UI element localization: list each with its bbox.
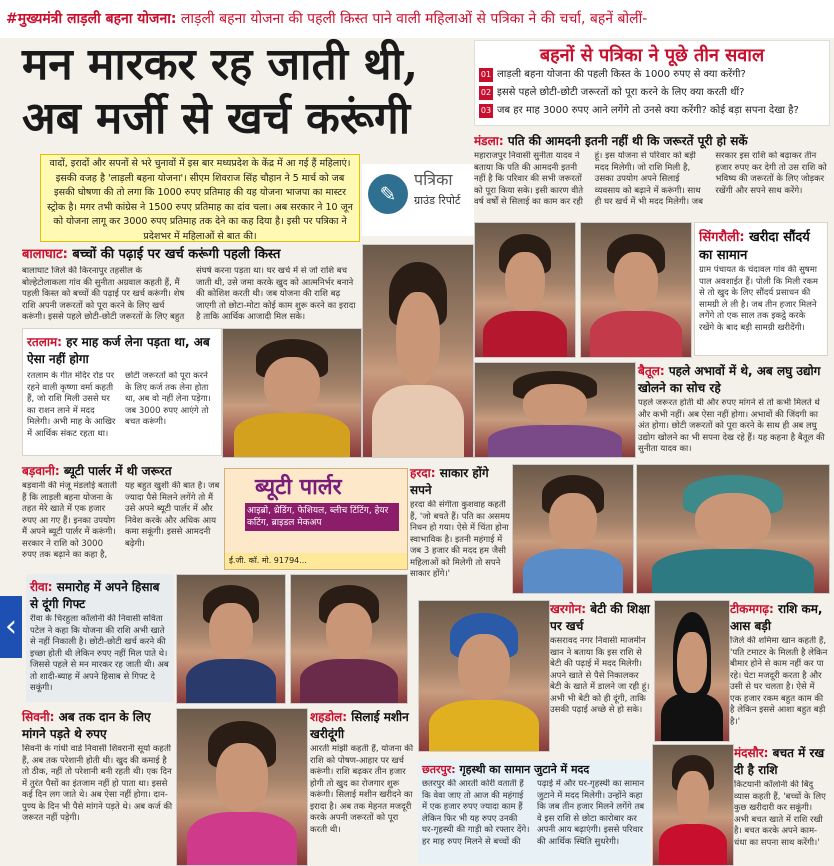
photo-betul (474, 362, 636, 458)
story-body: छतरपुर की आरती कोरी वताती हैं कि वेवा जाए तो आज की महंगाई में एक हजार रुपए ज्यादा काम हैं लेकिन फिर भी यह रुपए उनकी घर-गृहस्थी की गाड़ी को रफ्तार देंगे। हर माह रुपए मिलने से बच्चों की पढ़ाई में और घर-गृहस्थी का सामान जुटाने में मदद मिलेगी। उन्होंने कहा कि जब तीन हजार मिलने लगेंगे तब वे इस राशि से छोटा कारोबार कर अपनी आय बढ़ाएंगी। इससे परिवार की आर्थिक स्थिति सुधरेगी। (422, 779, 645, 847)
photo-ratlam (222, 328, 362, 458)
story-title (310, 708, 414, 742)
photo-seoni (176, 708, 308, 866)
story-location: मंडला: (474, 134, 504, 148)
headline-line2: अब मर्जी से खर्च करूंगी (22, 93, 411, 144)
story-location: मंदसौर: (734, 746, 769, 760)
story-title (474, 132, 828, 149)
story-location: रतलाम: (27, 335, 62, 349)
parlour-footer: ई.जी. कॉ. मो. 91794... (225, 553, 407, 569)
story-title (734, 744, 828, 778)
story-location: खरगोन: (550, 602, 587, 616)
story-balaghat (22, 244, 362, 324)
story-title (418, 760, 650, 779)
photo-khargone (418, 600, 550, 752)
story-khargone (550, 600, 650, 750)
question-number: 01 (479, 68, 493, 82)
photo-tikamgarh (654, 600, 730, 742)
banner-hashtag: #मुख्यमंत्री लाड़ली बहना योजना: (6, 11, 177, 27)
questions-title: बहनों से पत्रिका ने पूछे तीन सवाल (539, 45, 765, 66)
story-title (550, 600, 650, 634)
photo-mandsaur (652, 744, 734, 866)
photo-harda-2 (636, 464, 830, 594)
story-betul (638, 362, 828, 456)
story-headline: बच्चों की पढ़ाई पर खर्च करूंगी पहली किस्त (72, 247, 281, 262)
question-number: 02 (479, 86, 493, 100)
story-headline: गृहस्थी का सामान जुटाने में मदद (459, 763, 590, 776)
story-headline: पहले अभावों में थे, अब लघु उद्योग खोलने का सोच रहे (638, 364, 821, 395)
story-location: रीवा: (30, 580, 53, 594)
story-title (730, 600, 828, 634)
story-singrauli (694, 222, 828, 356)
ground-report-badge (362, 164, 474, 236)
story-location: बैतूल: (638, 364, 665, 378)
story-barwani (22, 462, 222, 568)
story-location: सिंगरौली: (699, 230, 745, 245)
story-mandsaur (734, 744, 828, 864)
story-location: बड़वानी: (22, 464, 60, 478)
photo-beauty-parlour (224, 468, 408, 570)
story-body: पहले जरूरत होती थी और रुपए मांगने से तो कभी मिलते थे और कभी नहीं। अब ऐसा नहीं होगा। अभावों की जिंदगी का अंत होगा। छोटी जरूरतों को पूरा करने के साथ ही अब लघु उद्योग खोलने का भी सपना देख रहे हैं। यह कहना है बैतूल की सुनीता यादव का। (638, 398, 825, 454)
question-text: जब हर माह 3000 रुपए आने लगेंगे तो उनसे क्या करेंगी? कोई बड़ा सपना देखा है? (497, 105, 799, 116)
story-body: बालाघाट जिले की किरनापुर तहसील के बोल्हेटोलाकला गांव की सुनीता अग्रवाल कहती हैं, मैं पहली किस्त को बच्चों की पढ़ाई पर खर्च करूंगी। शेष राशि अपनी जरूरतों को पूरा करने के लिए खर्च करूंगी। इससे पहले छोटी-छोटी जरूरतों के लिए बहुत संघर्ष करना पड़ता था। घर खर्च में से जो राशि बच जाती थी, उसे जमा करके खुद को आत्मनिर्भर बनाने की कोशिश करती थी। जब योजना की राशि बढ़ जाएगी तो छोटा-मोटा कोई काम शुरू करने का इरादा है ताकि आर्थिक आजादी मिल सके। (22, 266, 356, 322)
story-title (638, 362, 828, 396)
headline-line1: मन मारकर रह जाती थी, (22, 39, 419, 90)
story-title (22, 708, 174, 742)
banner-text: लाड़ली बहना योजना की पहली किस्त पाने वाली महिलाओं से पत्रिका ने की चर्चा, बहनें बोलीं- (180, 11, 648, 27)
story-body: ग्राम पंचायत के चंदावल गांव की सुषमा पाल अवशाईत हैं। पोली कि मिली रकम से तो खुद के लिए सौंदर्य प्रसाधन की सामग्री ले ली है। जब तीन हजार मिलने लगेंगे तो एक साल तक इकट्ठे करके रखेंगे के बाद बड़ी सामग्री खरीदेंगी। (699, 265, 819, 333)
story-seoni (22, 708, 174, 864)
story-location: टीकमगढ़: (730, 602, 774, 616)
intro-paragraph: वादों, इरादों और सपनों से भरे चुनावों में इस बार मध्यप्रदेश के केंद्र में आ गई हैं महिलाएं। इसकी वजह है 'लाड़ली बहना योजना'। सीएम शिवराज सिंह चौहान ने 5 मार्च को जब इसकी घोषणा की तो लगा कि 1000 रुपए प्रतिमाह की यह योजना भाजपा का मास्टर स्ट्रोक है। मगर तभी कांग्रेस ने 1500 रुपए प्रतिमाह का दांव चला। अब सरकार ने 10 जून को योजना लागू कर 3000 रुपए प्रतिमाह तक देने का कह दिया है। इसी पर पत्रिका ने प्रदेशभर में महिलाओं से बात की। (40, 154, 360, 242)
story-title (30, 578, 170, 612)
photo-mandla-2 (580, 222, 692, 358)
story-location: हरदा: (410, 466, 436, 480)
report-chart-icon: ✎ (368, 174, 408, 214)
question-item (479, 103, 825, 119)
story-body: किटयानी कॉलोनी की बिंदु व्यास कहती हैं, 'बच्चों के लिए कुछ खरीदारी कर सकूंगी। अभी बचत खाते में राशि रखी है। बचत करके अपने काम-धंधा का सपना साथ करेंगी।' (734, 780, 826, 848)
question-item (479, 67, 825, 83)
story-headline: समारोह में अपने हिसाब से दूंगी गिफ्ट (30, 580, 160, 611)
story-location: बालाघाट: (22, 247, 68, 262)
story-headline: हर माह कर्ज लेना पड़ता था, अब ऐसा नहीं होगा (27, 335, 210, 366)
story-body: हरदा की संगीता कुशवाह कहती हैं, 'जो बचते हैं। पति का असमय निधन हो गया। ऐसे में चिंता होना स्वाभाविक है। इतनी महंगाई में जब 3 हजार की मदद हम जैसी महिलाओं को मिलेगी तो सपने साकार होंगे।' (410, 500, 510, 579)
story-tikamgarh (730, 600, 828, 740)
story-body: बड़वानी की मंजू मंडलोई बताती हैं कि लाड़ली बहना योजना के तहत मेरे खाते में एक हजार रुपए आ गए हैं। इनका उपयोग मैं अपने ब्यूटी पार्लर में करूंगी। सरकार ने राशि को 3000 रुपए तक बढ़ाने का कहा है, यह बहुत खुशी की बात है। जब ज्यादा पैसे मिलने लगेंगे तो मैं उसे अपने ब्यूटी पार्लर में और निवेश करके और अधिक आय कमा सकूंगी। इससे आमदनी बढ़ेगी। (22, 481, 220, 560)
story-mandla (474, 132, 828, 224)
story-body: कसरावद नगर निवासी माजमीन खान ने बताया कि इस राशि से बेटी की पढ़ाई में मदद मिलेगी। अपने खाते से पैसे निकालकर बेटी के खाते में डालने जा रही हूं। अभी भी बेटी को ही दूंगी, ताकि उसकी पढ़ाई अच्छे से हो सके। (550, 636, 650, 715)
parlour-services: आइब्रो, थ्रेडिंग, फेशियल, ब्लीच टिंटिंग, हेयर कटिंग, ब्राइडल मेकअप (245, 503, 399, 531)
story-rewa (26, 574, 174, 702)
photo-balaghat (362, 244, 474, 458)
story-headline: सिलाई मशीन खरीदूंगी (310, 710, 409, 741)
photo-rewa-2 (290, 574, 408, 704)
question-number: 03 (479, 104, 493, 118)
photo-harda (512, 464, 634, 594)
story-ratlam (22, 328, 222, 456)
story-shahdol (310, 708, 414, 864)
story-title (22, 462, 222, 479)
questions-box (474, 40, 830, 126)
photo-mandla-1 (474, 222, 576, 358)
parlour-sign: ब्यूटी पार्लर (255, 475, 342, 500)
prev-arrow-icon[interactable]: ‹ (0, 596, 22, 658)
story-body: जिले की शमिमा खान कहती हैं, 'पति टमाटर के मिलती है लेकिन बीमार होने से काम नहीं कर पा रहे। घेटा मजदूरी करता है और उसी से घर चलता है। ऐसे में एक हजार रकम बहुत काम की है लेकिन इससे आशा बहुत बड़ी है।' (730, 636, 828, 727)
headline (22, 38, 462, 146)
report-label: ग्राउंड रिपोर्ट (414, 194, 461, 207)
story-location: शहडोल: (310, 710, 347, 724)
story-body: सिवनी के गांधी वार्ड निवासी शिवरानी सूर्या कहती हैं, अब तक परेशानी होती थी। खुद की कमाई है तो ठीक, नहीं तो परेशानी बनी रहती थी। एक दिन में तुरंत पैसों का इंतजाम नहीं हो पाता था। इससे कई दिन लग जाते थे। अब ऐसा नहीं होगा। दान-पुण्य के दिन भी पैसे मांगने पड़ते थे। अब कर्ज की जरूरत नहीं पड़ेगी। (22, 744, 173, 823)
story-body: महाराजपुर निवासी सुनीता यादव ने बताया कि पति की आमदनी इतनी नहीं है कि परिवार की सभी जरूरतों को पूरा किया सके। इसी कारण वीते वर्ष वर्षों से सिलाई का काम कर रही हूं। इस योजना से परिवार को बड़ी मदद मिलेगी। जो राशि मिली है, उसका उपयोग अपने सिलाई व्यवसाय को बढ़ाने में करूंगी। साथ ही घर खर्च में भी मदद मिलेगी। जब सरकार इस राशि को बढ़ाकर तीन हजार रुपए कर देगी तो उस राशि को भविष्य की जरूरतों के लिए जोड़कर रखेंगी और सपने साथ करेंगे। (474, 151, 827, 207)
story-title (22, 244, 362, 262)
report-brand: पत्रिका (414, 170, 453, 189)
question-text: इससे पहले छोटी-छोटी जरूरतों को पूरा करने के लिए क्या करती थीं? (497, 87, 745, 98)
top-banner (0, 0, 834, 38)
story-body: रतलाम के गीत मंदिर रोड पर रहने वाली कृष्णा वर्मा कहती हैं, जो राशि मिली उससे घर का राशन लाने में मदद मिलेगी। अभी माह के आखिर में आर्थिक संकट रहता था। छोटी जरूरतों को पूरा करने के लिए कर्ज तक लेना होता था, अब वो नहीं लेना पड़ेगा। जब 3000 रुपए आएंगे तो बचत करूंगी। (27, 371, 211, 439)
story-headline: बेटी की शिक्षा पर खर्च (550, 602, 650, 633)
story-title (699, 227, 823, 263)
story-body: रीवा के चिरहुला कॉलोनी की निवासी सविता पटेल ने कहा कि योजना की राशि अभी खाते से नहीं निकाली है। छोटी-छोटी खर्च करने की इच्छा होती थी लेकिन रुपए नहीं मिल पाते थे। जिससे पहले से मन मारकर रह जाती थी। अब तो शादी-ब्याह में अपने हिसाब से गिफ्ट दे सकूंगी। (30, 614, 169, 693)
photo-rewa-1 (176, 574, 286, 704)
story-location: सिवनी: (22, 710, 55, 724)
story-headline: ब्यूटी पार्लर में थी जरूरत (63, 464, 172, 478)
story-harda (410, 464, 510, 592)
story-title (410, 464, 510, 498)
story-headline: अब तक दान के लिए मांगने पड़ते थे रुपए (22, 710, 151, 741)
story-location: छतरपुर: (422, 763, 456, 776)
story-headline: खरीदा सौंदर्य का सामान (699, 230, 810, 263)
question-item (479, 85, 825, 101)
story-title (27, 333, 217, 367)
question-text: लाड़ली बहना योजना की पहली किस्त के 1000 रुपए से क्या करेंगी? (497, 69, 746, 80)
story-headline: बचत में रख दी है राशि (734, 746, 825, 777)
story-headline: पति की आमदनी इतनी नहीं थी कि जरूरतें पूरी हो सकें (507, 134, 748, 148)
story-headline: राशि कम, आस बड़ी (730, 602, 823, 633)
story-body: आरती मांझी कहती हैं, योजना की राशि को पोषण-आहार पर खर्च करूंगी। राशि बढ़कर तीन हजार होगी तो खुद का रोजगार शुरू करूंगी। सिलाई मशीन खरीदने का इरादा है। अब तक मेहनत मजदूरी करके अपनी जरूरतों को पूरा करती थी। (310, 744, 414, 835)
story-chhatarpur (418, 760, 650, 864)
story-headline: साकार होंगे सपने (410, 466, 489, 497)
